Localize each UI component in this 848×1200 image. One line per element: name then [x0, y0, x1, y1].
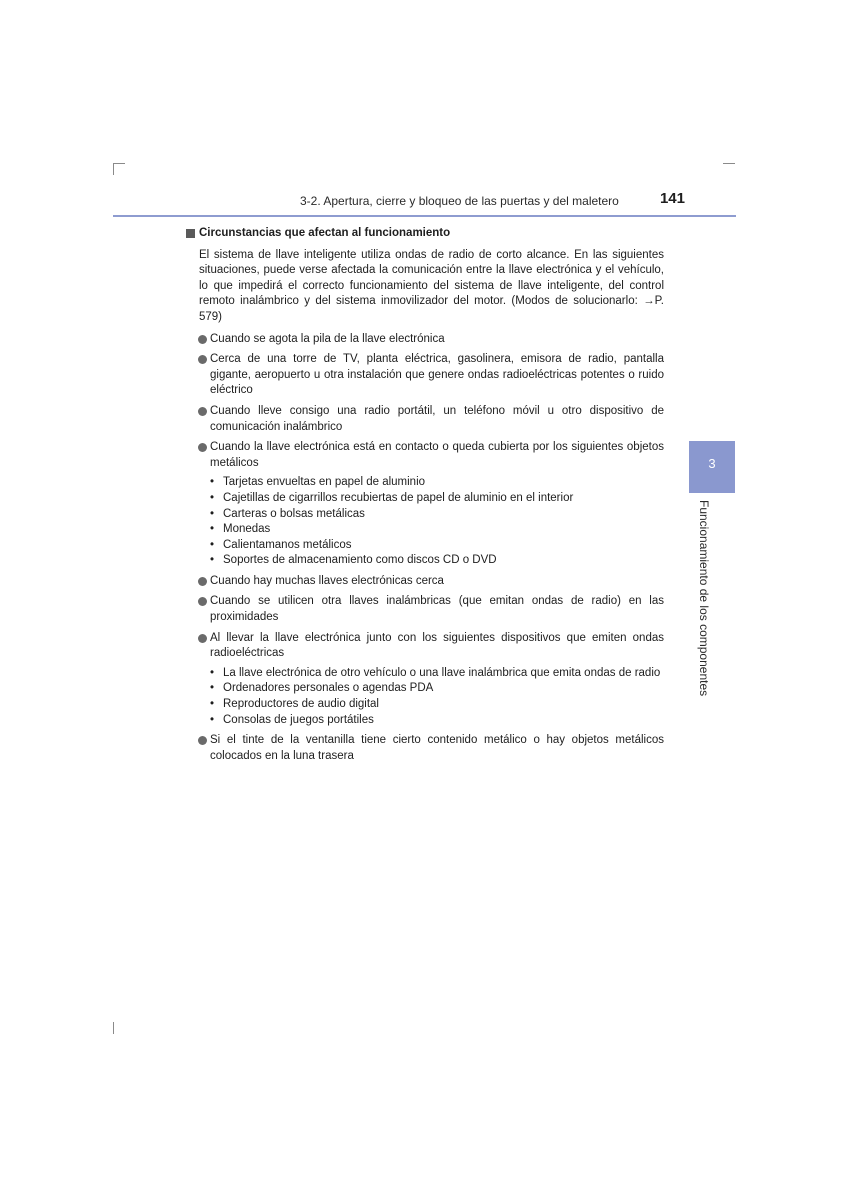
sub-list-item — [210, 681, 664, 697]
list-item-text: Cuando lleve consigo una radio portátil, un teléfono móvil u otro dispositivo de comunicación inalámbrico — [210, 404, 664, 433]
sub-list-item-text: Monedas — [223, 523, 271, 536]
running-header-title: 3-2. Apertura, cierre y bloqueo de las puertas y del maletero — [300, 194, 619, 208]
sub-list-item — [210, 553, 664, 569]
sub-list-item — [210, 507, 664, 523]
circle-bullet-icon — [198, 736, 207, 745]
sub-list-item-text: Carteras o bolsas metálicas — [223, 507, 365, 520]
crop-mark-top-right-h — [723, 163, 735, 164]
list-item-text: Cuando la llave electrónica está en contacto o queda cubierta por los siguientes objetos metálicos — [210, 441, 664, 469]
small-bullet-icon: • — [210, 554, 215, 567]
list-item-text: Cuando se agota la pila de la llave electrónica — [210, 332, 445, 345]
small-bullet-icon: • — [210, 682, 215, 695]
section-intro: El sistema de llave inteligente utiliza ondas de radio de corto alcance. En las siguientes situaciones, puede verse afectada la comunicación entre la llave electrónica y el vehículo, lo que impedirá el correcto funcionamiento del sistema de llave inteligente, del control remoto inalámbrico y del sistema inmovilizador del motor. (Modos de solucionarlo: →P. 579) — [199, 248, 664, 323]
page-number: 141 — [659, 190, 685, 207]
crop-mark-bottom-left-v — [113, 1022, 114, 1034]
sub-list-item — [210, 538, 664, 554]
bullet-list — [186, 332, 664, 765]
list-item-text: Cuando se utilicen otra llaves inalámbricas (que emitan ondas de radio) en las proximidades — [210, 595, 664, 624]
sub-list — [210, 666, 664, 728]
small-bullet-icon: • — [210, 491, 215, 504]
crop-mark-top-left-v — [113, 163, 114, 175]
small-bullet-icon: • — [210, 698, 215, 711]
small-bullet-icon: • — [210, 538, 215, 551]
list-item-text: Si el tinte de la ventanilla tiene cierto contenido metálico o hay objetos metálicos colocados en la luna trasera — [210, 734, 664, 762]
circle-bullet-icon — [198, 634, 207, 643]
sub-list-item-text: Tarjetas envueltas en papel de aluminio — [223, 476, 426, 489]
list-item — [198, 594, 664, 625]
circle-bullet-icon — [198, 335, 207, 344]
sub-list-item-text: Cajetillas de cigarrillos recubiertas de papel de aluminio en el interior — [223, 491, 574, 504]
sub-list-item-text: Ordenadores personales o agendas PDA — [223, 682, 434, 695]
small-bullet-icon: • — [210, 476, 215, 489]
chapter-tab: 3 — [689, 441, 735, 493]
sub-list-item-text: Calientamanos metálicos — [223, 538, 352, 551]
sub-list-item-text: Soportes de almacenamiento como discos CD o DVD — [223, 554, 497, 567]
list-item — [198, 352, 664, 399]
sub-list-item — [210, 522, 664, 538]
small-bullet-icon: • — [210, 507, 215, 520]
small-bullet-icon: • — [210, 523, 215, 536]
sub-list-item — [210, 713, 664, 729]
square-bullet-icon — [186, 229, 195, 238]
list-item — [198, 733, 664, 764]
sub-list-item-text: Reproductores de audio digital — [223, 698, 379, 711]
sub-list-item — [210, 491, 664, 507]
section-title: Circunstancias que afectan al funcionamiento — [199, 227, 451, 239]
sub-list-item-text: La llave electrónica de otro vehículo o una llave inalámbrica que emita ondas de radio — [223, 666, 661, 679]
sub-list-item — [210, 475, 664, 491]
list-item — [198, 332, 664, 348]
list-item — [198, 404, 664, 435]
list-item-text: Cerca de una torre de TV, planta eléctrica, gasolinera, emisora de radio, pantalla gigante, aeropuerto u otra instalación que genere ondas radioeléctricas potentes o ruido eléctrico — [210, 353, 664, 397]
crop-mark-top-left-h — [113, 163, 125, 164]
circle-bullet-icon — [198, 577, 207, 586]
chapter-tab-label: Funcionamiento de los componentes — [697, 500, 711, 697]
small-bullet-icon: • — [210, 713, 215, 726]
list-item-text: Al llevar la llave electrónica junto con los siguientes dispositivos que emiten ondas radioeléctricas — [210, 631, 664, 660]
list-item-text: Cuando hay muchas llaves electrónicas cerca — [210, 574, 444, 587]
main-content — [186, 226, 664, 769]
circle-bullet-icon — [198, 355, 207, 364]
section-heading — [186, 226, 664, 242]
circle-bullet-icon — [198, 597, 207, 606]
header-rule — [113, 215, 736, 217]
circle-bullet-icon — [198, 443, 207, 452]
list-item — [198, 574, 664, 590]
list-item — [198, 440, 664, 471]
sub-list-item-text: Consolas de juegos portátiles — [223, 713, 374, 726]
list-item — [198, 631, 664, 662]
sub-list-item — [210, 666, 664, 682]
circle-bullet-icon — [198, 407, 207, 416]
small-bullet-icon: • — [210, 666, 215, 679]
sub-list-item — [210, 697, 664, 713]
sub-list — [210, 475, 664, 569]
